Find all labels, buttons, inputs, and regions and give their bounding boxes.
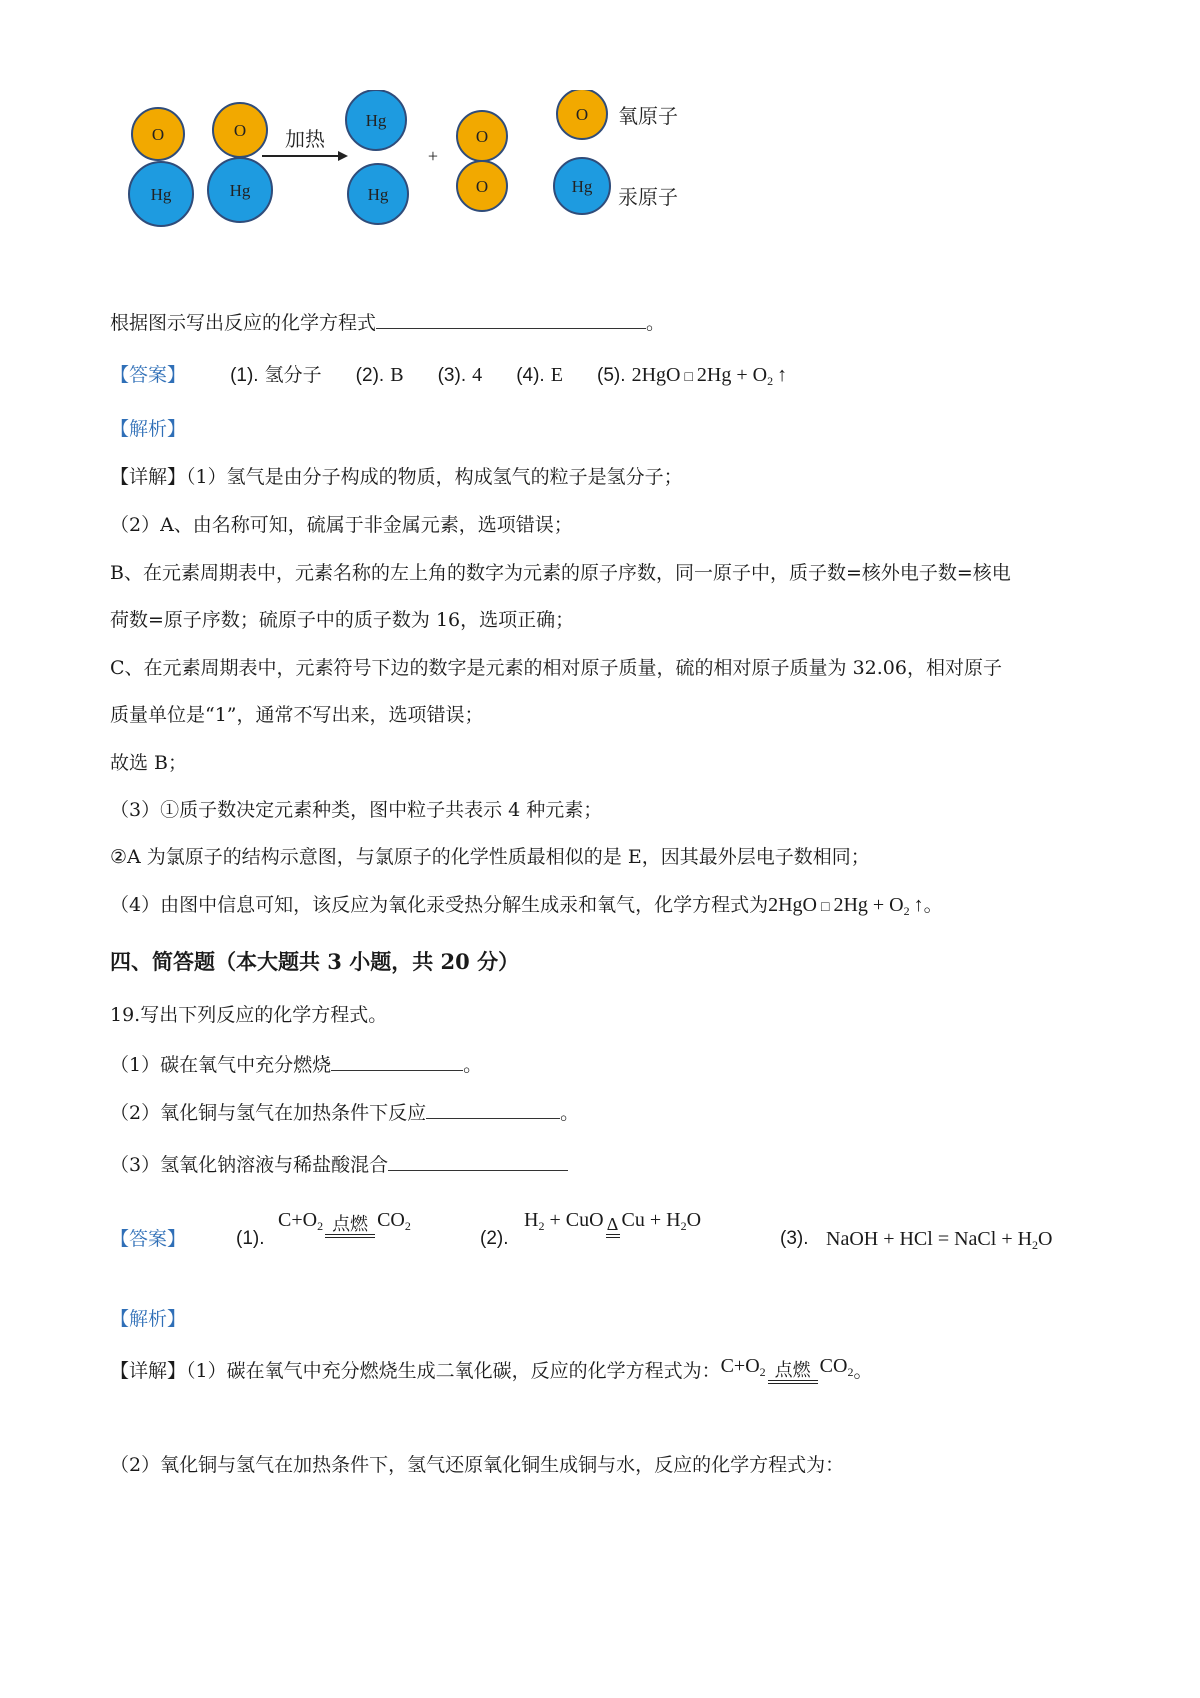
equation-neutralization: NaOH + HCl = NaCl + $H_2O$ [826, 1228, 1053, 1252]
equation-hgo-decomposition: 2HgO □ $2Hg + O_2$ ↑ [631, 364, 788, 388]
oxygen-atom-label: O [475, 177, 489, 196]
detail-line: 质量单位是“1”，通常不写出来，选项错误； [110, 704, 484, 726]
legend-oxygen-label: O [575, 105, 589, 124]
answer-number: (5). [597, 365, 626, 386]
detail-line: C、在元素周期表中，元素符号下边的数字是元素的相对原子质量，硫的相对原子质量为 32.06，相对原子 [110, 657, 1002, 679]
mercury-atom-label: Hg [365, 111, 387, 130]
oxygen-atom-label: O [475, 127, 489, 146]
analysis-tag-2: 【解析】 [110, 1308, 187, 1330]
legend-oxygen-text: 氧原子 [618, 104, 678, 128]
q18-prompt-text: 根据图示写出反应的化学方程式 [110, 312, 377, 334]
answer-number: (1). [230, 365, 259, 386]
answer-row-1 [110, 362, 815, 394]
answer-value: E [550, 364, 563, 386]
oxygen-atom-label: O [233, 121, 247, 140]
answer-value: 4 [472, 364, 483, 386]
answer-value: 氢分子 [264, 364, 322, 386]
oxygen-atom-label: O [151, 125, 165, 144]
q19-title: 19.写出下列反应的化学方程式。 [110, 1004, 388, 1026]
oxygen-molecule [457, 111, 507, 211]
detail-line-equation: （4）由图中信息可知，该反应为氧化汞受热分解生成汞和氧气，化学方程式为2HgO □ $2Hg + O_2$ ↑。 [110, 894, 943, 918]
missing-glyph-box: □ [820, 900, 830, 915]
hgo-molecule-2 [208, 103, 272, 222]
mercury-atom-label: Hg [229, 181, 251, 200]
condition-heat: Δ [606, 1214, 619, 1234]
detail-line: （3）①质子数决定元素种类，图中粒子共表示 4 种元素； [110, 799, 603, 821]
missing-glyph-box: □ [684, 370, 693, 385]
answer-tag: 【答案】 [110, 1228, 187, 1250]
detail-line: 【详解】（1）氢气是由分子构成的物质，构成氢气的粒子是氢分子； [110, 466, 683, 488]
mercury-atom-label: Hg [367, 185, 389, 204]
heating-arrow [262, 127, 348, 161]
mercury-atom-label: Hg [150, 185, 172, 204]
q19-part-1: （1）碳在氧气中充分燃烧 。 [110, 1050, 482, 1078]
answer-number: (4). [516, 365, 545, 386]
detail-line: B、在元素周期表中，元素名称的左上角的数字为元素的原子序数，同一原子中，质子数=核外电子数=核电 [110, 562, 1011, 584]
mercury-product [346, 90, 408, 224]
q19-part-2: （2）氧化铜与氢气在加热条件下反应 。 [110, 1098, 579, 1126]
q18-prompt [110, 308, 665, 336]
detail-line: 故选 B； [110, 752, 188, 774]
answer-number: (3). [780, 1228, 809, 1249]
detail-line: （2）氧化铜与氢气在加热条件下，氢气还原氧化铜生成铜与水，反应的化学方程式为： [110, 1454, 845, 1476]
condition-ignite: 点燃 [774, 1360, 811, 1380]
detail-line: 荷数=原子序数；硫原子中的质子数为 16，选项正确； [110, 609, 575, 631]
legend [554, 90, 678, 214]
answer-blank [426, 1098, 560, 1119]
legend-mercury-text: 汞原子 [618, 185, 678, 209]
answer-blank [331, 1050, 463, 1071]
answer-value: B [390, 364, 404, 386]
answer-number: (2). [480, 1228, 509, 1249]
detail-line: ②A 为氯原子的结构示意图，与氯原子的化学性质最相似的是 E，因其最外层电子数相同； [110, 846, 870, 868]
q19-part-3: （3）氢氧化钠溶液与稀盐酸混合 [110, 1150, 568, 1178]
answer-blank [376, 308, 646, 329]
reaction-diagram [110, 90, 750, 260]
plus-sign: + [427, 146, 439, 166]
equation-hydrogen-reduction: $H_2$ + CuO Δ $Cu + H_2O$ [524, 1208, 701, 1238]
condition-ignite: 点燃 [332, 1214, 369, 1234]
hgo-molecule-1 [129, 108, 193, 226]
answer-number: (1). [236, 1228, 265, 1249]
equation-carbon-combustion: $C+O_2$ 点燃 $CO_2$ [278, 1208, 411, 1238]
detail-line: （2）A、由名称可知，硫属于非金属元素，选项错误； [110, 514, 573, 536]
answer-number: (3). [437, 365, 467, 386]
arrow-label: 加热 [285, 127, 325, 151]
answer-blank [388, 1150, 568, 1171]
detail-line-equation: 【详解】（1）碳在氧气中充分燃烧生成二氧化碳，反应的化学方程式为： $C+O_2$ 点燃 $CO_2$ 。 [110, 1355, 873, 1382]
section-title: 四、简答题（本大题共 3 小题，共 20 分） [110, 949, 520, 974]
q18-prompt-end: 。 [646, 312, 666, 334]
legend-mercury-label: Hg [571, 177, 593, 196]
answer-tag: 【答案】 [110, 364, 187, 386]
analysis-tag-1: 【解析】 [110, 418, 187, 440]
answer-number: (2). [355, 365, 385, 386]
